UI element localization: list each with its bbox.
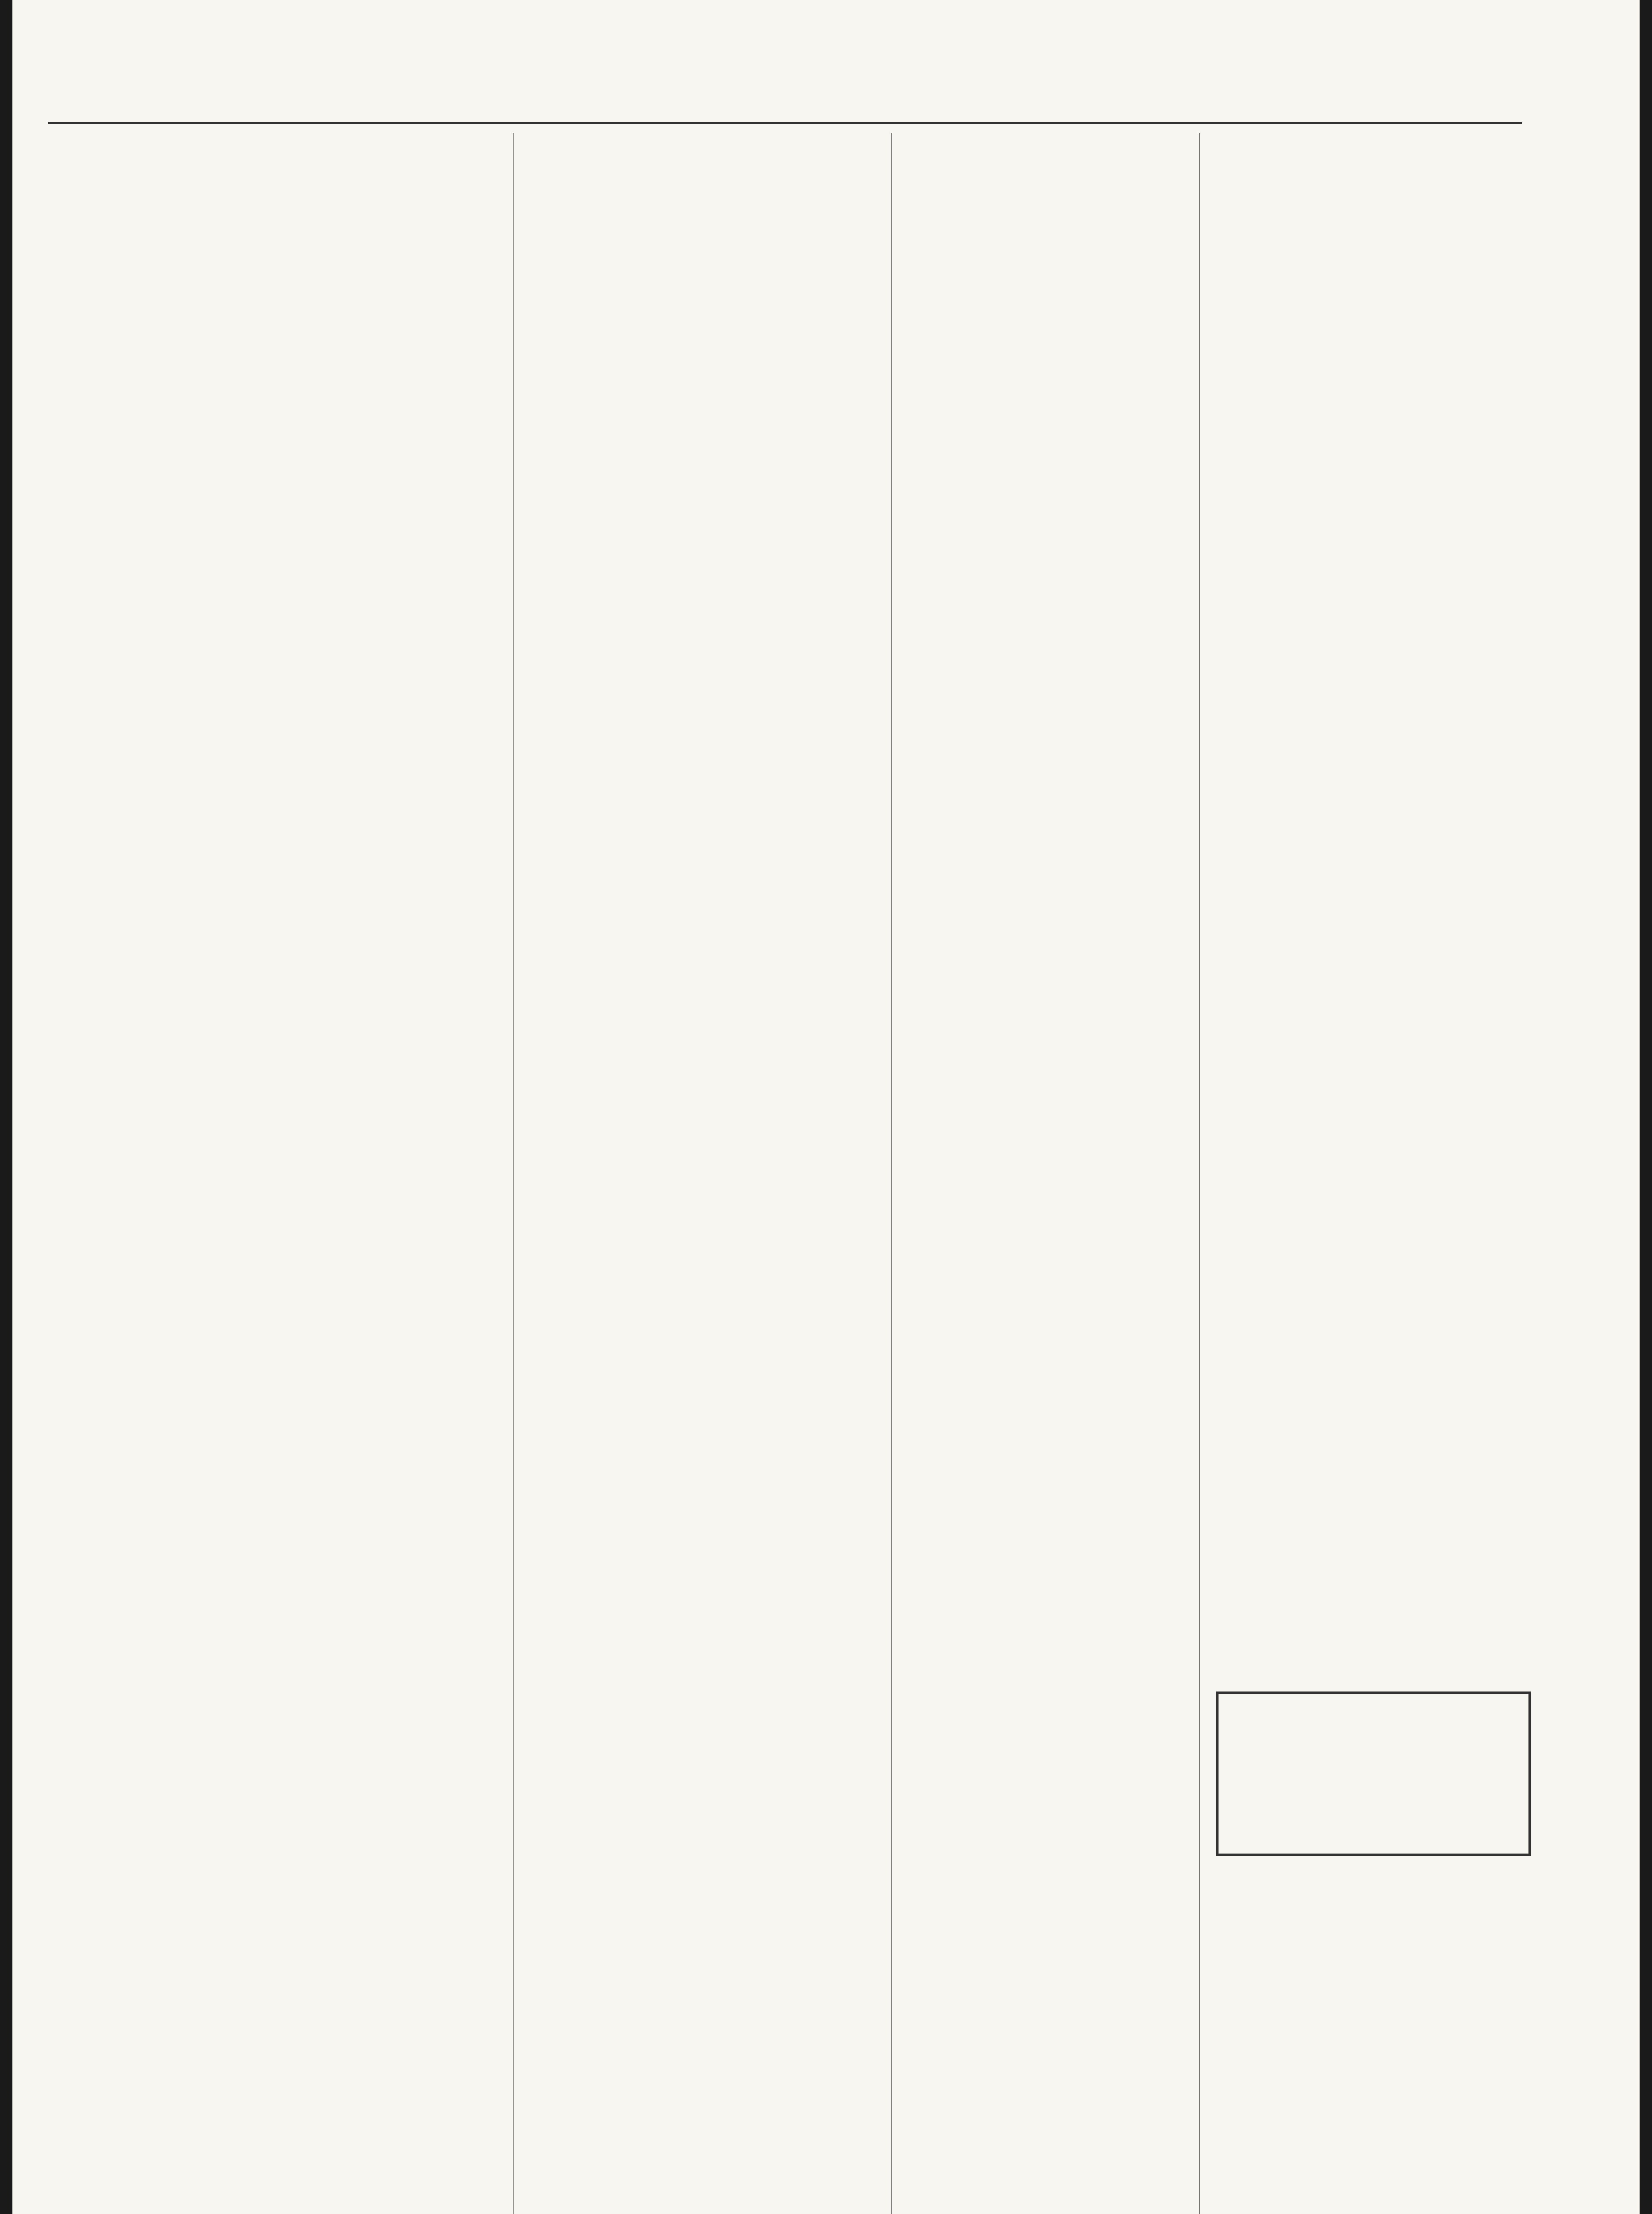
page-header (48, 93, 1522, 120)
header-rule (48, 122, 1522, 124)
bank-advertisement (1216, 1691, 1531, 1856)
newspaper-page (12, 0, 1640, 2214)
column-rule-2 (891, 133, 892, 2214)
column-rule-3 (1199, 133, 1200, 2214)
column-rule-1 (513, 133, 514, 2214)
